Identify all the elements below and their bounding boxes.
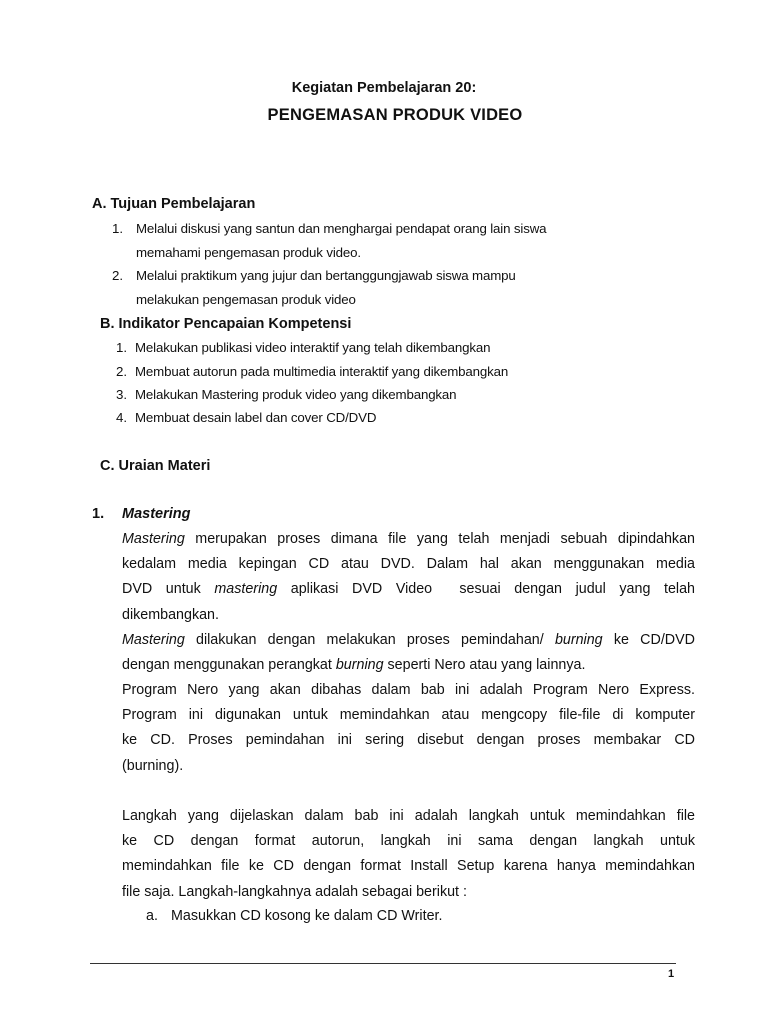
section-b-item-4-text: Membuat desain label dan cover CD/DVD: [135, 410, 377, 425]
mastering-paragraph-3: [122, 678, 695, 779]
section-b-item-3-number: 3.: [116, 387, 128, 402]
section-b-item-1-number: 1.: [116, 340, 128, 355]
p4-line-1: Langkah yang dijelaskan dalam bab ini adalah langkah untuk memindahkan file: [122, 808, 695, 824]
p1-line-2: kedalam media kepingan CD atau DVD. Dalam hal akan menggunakan media: [122, 556, 695, 573]
p4-line-2: ke CD dengan format autorun, langkah ini sama dengan langkah untuk: [122, 833, 695, 850]
p4-line-4: file saja. Langkah-langkahnya adalah sebagai berikut :: [122, 883, 467, 900]
p2-line-1-burning: burning: [554, 632, 603, 648]
p2-line-1: [122, 628, 695, 653]
p2-line-2-a: dengan menggunakan perangkat: [122, 657, 336, 674]
p2-line-2-c: seperti Nero atau yang lainnya.: [383, 657, 586, 674]
p1-line-1: [122, 527, 695, 552]
page-title: PENGEMASAN PRODUK VIDEO: [267, 106, 523, 124]
section-a-item-1-line-1: Melalui diskusi yang santun dan menghargai pendapat orang lain siswa: [136, 221, 547, 236]
section-b-item-3-text: Melakukan Mastering produk video yang dikembangkan: [135, 387, 457, 402]
section-b-item-2-number: 2.: [116, 364, 128, 379]
section-b-item-1-text: Melakukan publikasi video interaktif yang telah dikembangkan: [135, 340, 491, 355]
p1-line-1-term: Mastering: [122, 531, 185, 547]
p1-line-3: [122, 577, 695, 602]
p1-line-4: dikembangkan.: [122, 606, 219, 623]
section-a-item-1-number: 1.: [112, 221, 124, 236]
section-b-heading: B. Indikator Pencapaian Kompetensi: [100, 316, 352, 332]
section-a-item-1-line-2: memahami pengemasan produk video.: [136, 245, 361, 260]
p3-line-3: ke CD. Proses pemindahan ini sering disebut dengan proses membakar CD: [122, 732, 695, 749]
p3-line-1: Program Nero yang akan dibahas dalam bab ini adalah Program Nero Express.: [122, 682, 695, 698]
footer-divider: [90, 963, 676, 964]
lesson-subtitle: Kegiatan Pembelajaran 20:: [291, 80, 477, 96]
step-a-text: Masukkan CD kosong ke dalam CD Writer.: [171, 908, 443, 924]
p2-line-2-burning: burning: [335, 657, 384, 674]
section-a-item-2-number: 2.: [112, 268, 124, 283]
mastering-paragraph-2: [122, 628, 695, 678]
p2-line-1-term: Mastering: [122, 632, 185, 648]
mastering-paragraph-1: [122, 527, 695, 628]
step-a-label: a.: [146, 908, 158, 924]
p1-line-3-a: DVD untuk: [122, 581, 215, 598]
mastering-paragraph-4: [122, 804, 695, 905]
section-b-item-2-text: Membuat autorun pada multimedia interaktif yang dikembangkan: [135, 364, 509, 379]
mastering-number: 1.: [92, 506, 105, 522]
p4-line-3: memindahkan file ke CD dengan format Install Setup karena hanya memindahkan: [122, 858, 695, 875]
p2-line-1-d: ke CD/DVD: [602, 632, 695, 648]
section-a-heading: A. Tujuan Pembelajaran: [92, 196, 256, 212]
section-a-item-2-line-1: Melalui praktikum yang jujur dan bertanggungjawab siswa mampu: [136, 268, 516, 283]
section-b-item-4-number: 4.: [116, 410, 128, 425]
p2-line-2: [122, 653, 695, 678]
p1-line-1-rest: merupakan proses dimana file yang telah menjadi sebuah dipindahkan: [184, 531, 695, 547]
page-number: 1: [668, 968, 675, 980]
mastering-heading: Mastering: [122, 506, 191, 522]
p1-line-3-c: aplikasi DVD Video sesuai dengan judul yang telah: [277, 581, 695, 598]
section-a-item-2-line-2: melakukan pengemasan produk video: [136, 292, 356, 307]
p1-line-3-term: mastering: [214, 581, 278, 598]
p3-line-2: Program ini digunakan untuk memindahkan atau mengcopy file-file di komputer: [122, 707, 695, 724]
p2-line-1-b: dilakukan dengan melakukan proses pemindahan/: [184, 632, 555, 648]
p3-line-4: (burning).: [122, 757, 184, 774]
section-c-heading: C. Uraian Materi: [100, 458, 211, 474]
